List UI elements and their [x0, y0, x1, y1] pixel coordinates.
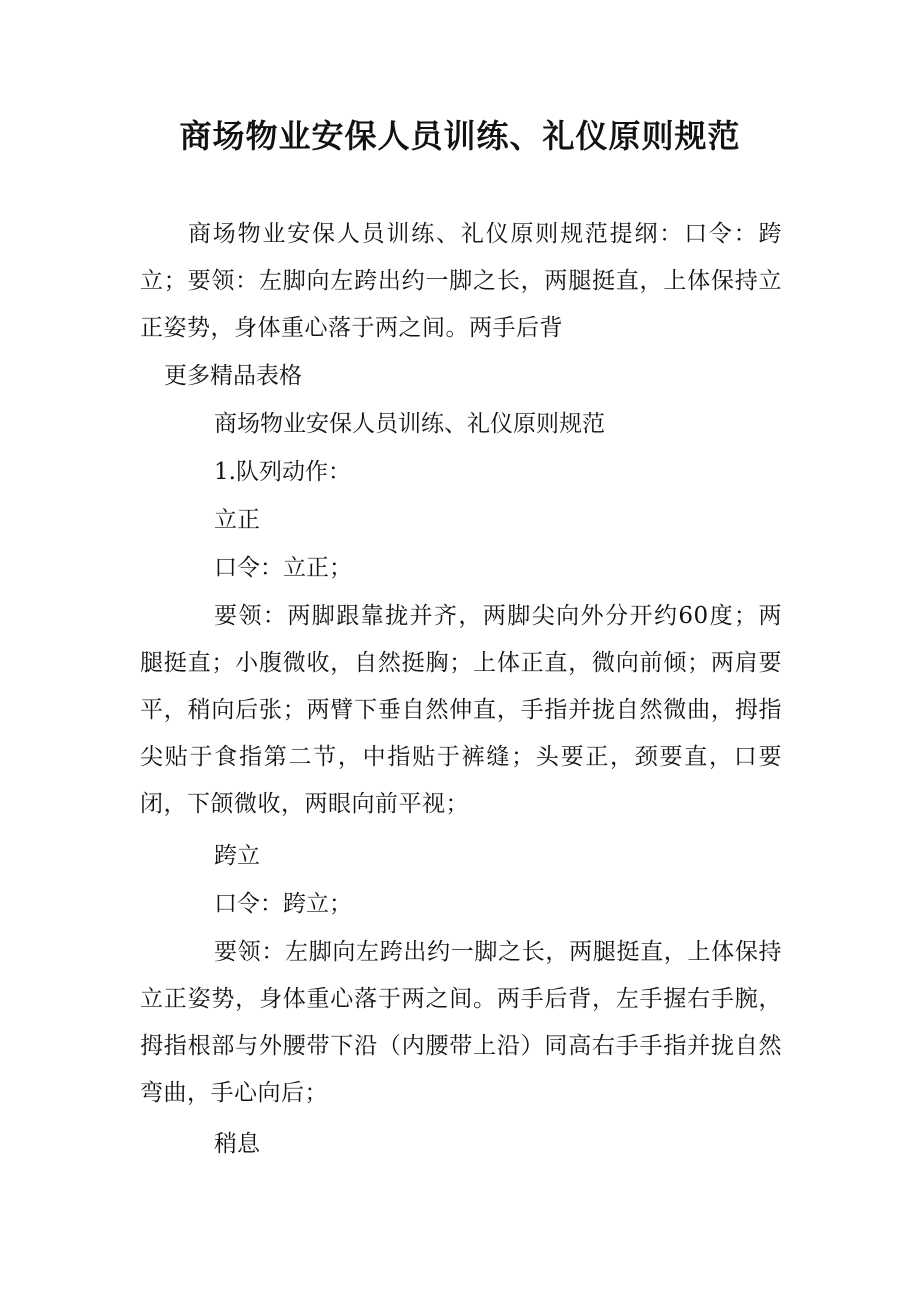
- summary-paragraph: 商场物业安保人员训练、礼仪原则规范提纲：口令：跨立；要领：左脚向左跨出约一脚之长，两腿挺直，上体保持立正姿势，身体重心落于两之间。两手后背: [140, 221, 782, 341]
- item-command-parade-rest: 口令：跨立；: [214, 891, 352, 917]
- item-name-parade-rest: 跨立: [214, 843, 260, 869]
- item-name-at-ease: 稍息: [214, 1131, 260, 1157]
- item-name-stand-at-attention: 立正: [214, 507, 260, 533]
- item-essentials-stand-at-attention: 要领：两脚跟靠拢并齐，两脚尖向外分开约60度；两腿挺直；小腹微收，自然挺胸；上体正直，微向前倾；两肩要平，稍向后张；两臂下垂自然伸直，手指并拢自然微曲，拇指尖贴于食指第二节，中指贴于裤缝；头要正，颈要直，口要闭，下颌微收，两眼向前平视；: [140, 603, 782, 817]
- more-templates-link[interactable]: 更多精品表格: [164, 363, 302, 389]
- document-title: 商场物业安保人员训练、礼仪原则规范: [179, 117, 741, 155]
- subtitle: 商场物业安保人员训练、礼仪原则规范: [214, 411, 605, 437]
- section-heading: 1.队列动作：: [214, 459, 351, 485]
- item-essentials-parade-rest: 要领：左脚向左跨出约一脚之长，两腿挺直，上体保持立正姿势，身体重心落于两之间。两手后背，左手握右手腕，拇指根部与外腰带下沿（内腰带上沿）同高右手手指并拢自然弯曲，手心向后；: [140, 939, 782, 1106]
- item-command-stand-at-attention: 口令：立正；: [214, 555, 352, 581]
